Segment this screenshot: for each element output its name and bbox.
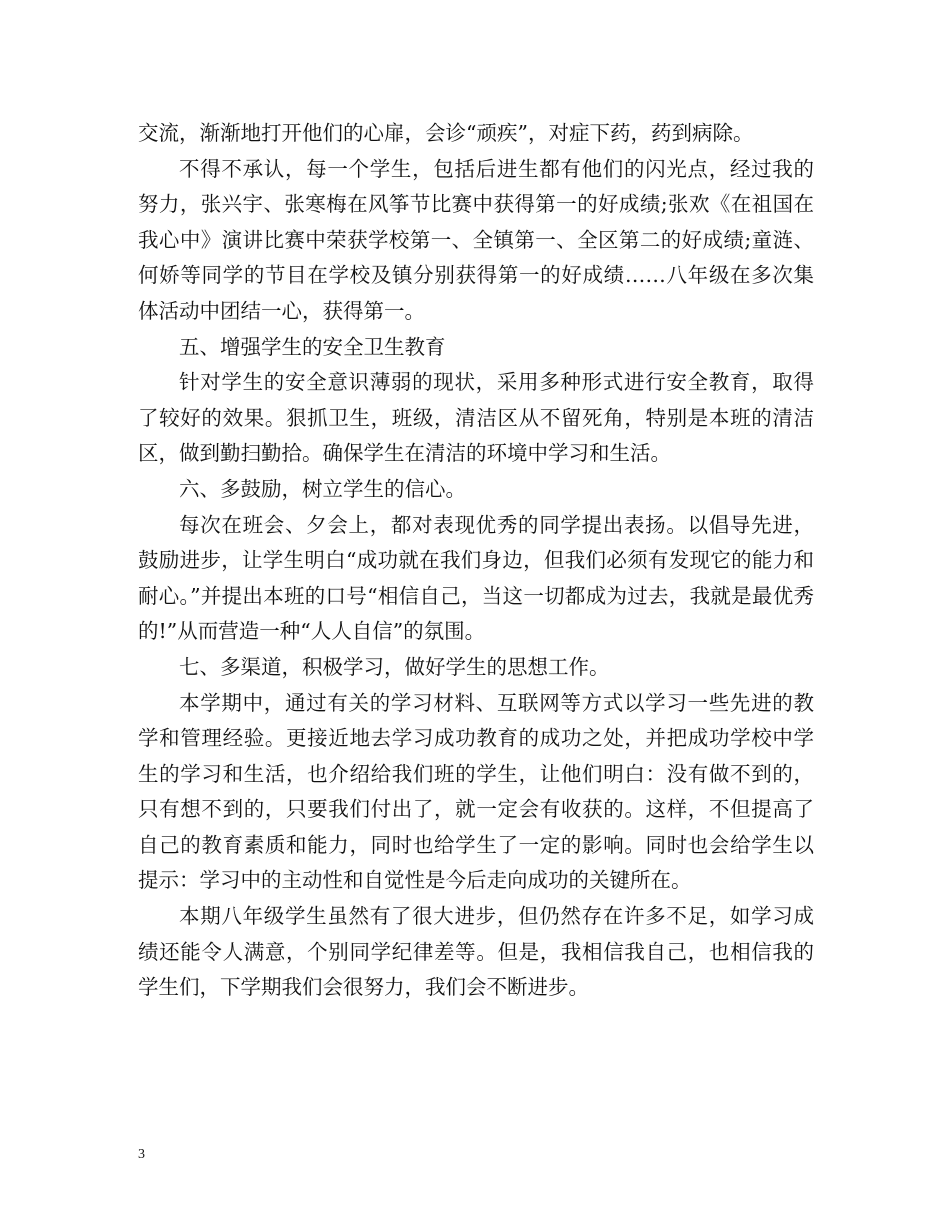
- document-body: [138, 116, 814, 1006]
- section-heading-safety: 五、增强学生的安全卫生教育: [179, 334, 446, 359]
- paragraph-conclusion: 本期八年级学生虽然有了很大进步，但仍然存在许多不足，如学习成绩还能令人满意，个别同学纪律差等。但是，我相信我自己，也相信我的学生们，下学期我们会很努力，我们会不断进步。: [138, 904, 814, 1000]
- paragraph-learning: 本学期中，通过有关的学习材料、互联网等方式以学习一些先进的教学和管理经验。更接近地去学习成功教育的成功之处，并把成功学校中学生的学习和生活，也介绍给我们班的学生，让他们明白：没有做不到的，只有想不到的，只要我们付出了，就一定会有收获的。这样，不但提高了自己的教育素质和能力，同时也给学生了一定的影响。同时也会给学生以提示：学习中的主动性和自觉性是今后走向成功的关键所在。: [138, 690, 814, 893]
- page-number: 3: [138, 1147, 145, 1162]
- paragraph-encouragement: 每次在班会、夕会上，都对表现优秀的同学提出表扬。以倡导先进，鼓励进步，让学生明白“成功就在我们身边，但我们必须有发现它的能力和耐心。”并提出本班的口号“相信自己，当这一切都成为过去，我就是最优秀的!”从而营造一种“人人自信”的氛围。: [138, 512, 814, 644]
- section-heading-learning: 七、多渠道，积极学习，做好学生的思想工作。: [179, 654, 610, 679]
- paragraph-safety: 针对学生的安全意识薄弱的现状，采用多种形式进行安全教育，取得了较好的效果。狠抓卫生，班级，清洁区从不留死角，特别是本班的清洁区，做到勤扫勤拾。确保学生在清洁的环境中学习和生活。: [138, 370, 814, 466]
- paragraph-achievements: 不得不承认，每一个学生，包括后进生都有他们的闪光点，经过我的努力，张兴宇、张寒梅在风筝节比赛中获得第一的好成绩;张欢《在祖国在我心中》演讲比赛中荣获学校第一、全镇第一、全区第二的好成绩;童涟、何娇等同学的节目在学校及镇分别获得第一的好成绩……八年级在多次集体活动中团结一心，获得第一。: [138, 156, 814, 323]
- section-heading-encouragement: 六、多鼓励，树立学生的信心。: [179, 476, 466, 501]
- paragraph-continuation: 交流，渐渐地打开他们的心扉，会诊“顽疾”，对症下药，药到病除。: [138, 121, 754, 145]
